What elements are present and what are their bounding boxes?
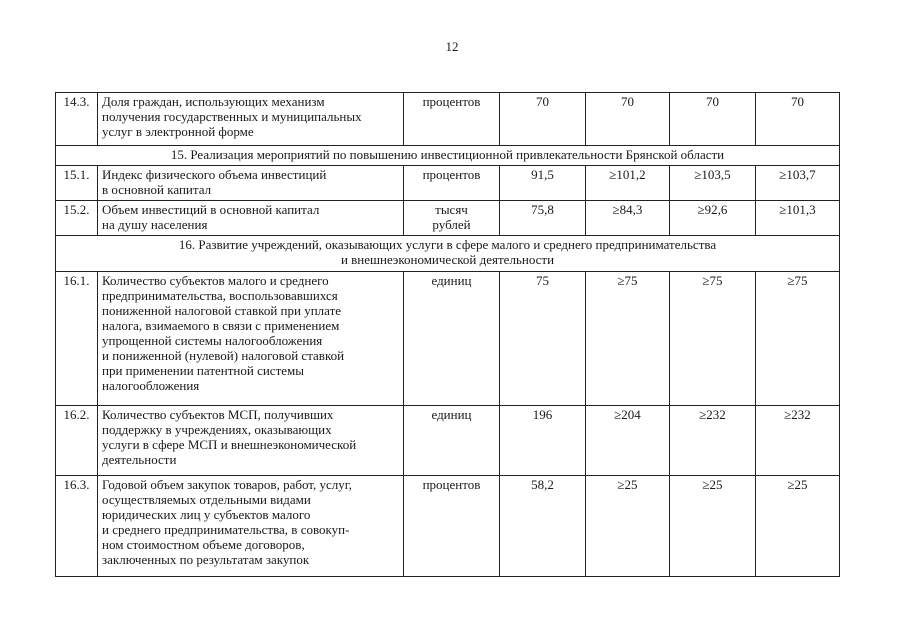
value-cell: ≥25 bbox=[670, 476, 756, 577]
value-cell: 70 bbox=[586, 93, 670, 146]
indicator-name: Годовой объем закупок товаров, работ, услуг, осуществляемых отдельными видами юридических лиц у субъектов малого и среднего предпринимательства, в совокуп- ном стоимостном объеме договоров, заключенных по результатам закупок bbox=[98, 476, 404, 577]
value-cell: ≥232 bbox=[670, 406, 756, 476]
row-number: 15.2. bbox=[56, 201, 98, 236]
value-cell: ≥92,6 bbox=[670, 201, 756, 236]
value-cell: ≥84,3 bbox=[586, 201, 670, 236]
table-row bbox=[56, 406, 840, 476]
value-cell: 70 bbox=[500, 93, 586, 146]
unit-cell: единиц bbox=[404, 272, 500, 406]
table-row bbox=[56, 93, 840, 146]
value-cell: ≥103,7 bbox=[756, 166, 840, 201]
value-cell: ≥204 bbox=[586, 406, 670, 476]
value-cell: ≥25 bbox=[756, 476, 840, 577]
indicator-name: Количество субъектов малого и среднего предпринимательства, воспользовавшихся пониженной налоговой ставкой при уплате налога, взимаемого в связи с применением упрощенной системы налогообложения и пониженной (нулевой) налоговой ставкой при применении патентной системы налогообложения bbox=[98, 272, 404, 406]
unit-cell: тысяч рублей bbox=[404, 201, 500, 236]
value-cell: ≥75 bbox=[586, 272, 670, 406]
value-cell: ≥25 bbox=[586, 476, 670, 577]
value-cell: 75 bbox=[500, 272, 586, 406]
unit-cell: процентов bbox=[404, 476, 500, 577]
value-cell: ≥75 bbox=[670, 272, 756, 406]
value-cell: 196 bbox=[500, 406, 586, 476]
row-number: 14.3. bbox=[56, 93, 98, 146]
indicator-name: Объем инвестиций в основной капитал на душу населения bbox=[98, 201, 404, 236]
row-number: 16.2. bbox=[56, 406, 98, 476]
row-number: 15.1. bbox=[56, 166, 98, 201]
section-row bbox=[56, 236, 840, 272]
value-cell: 58,2 bbox=[500, 476, 586, 577]
section-title: 15. Реализация мероприятий по повышению инвестиционной привлекательности Брянской области bbox=[56, 146, 840, 166]
value-cell: 75,8 bbox=[500, 201, 586, 236]
section-title: 16. Развитие учреждений, оказывающих услуги в сфере малого и среднего предпринимательства и внешнеэкономической деятельности bbox=[56, 236, 840, 272]
unit-cell: процентов bbox=[404, 166, 500, 201]
value-cell: ≥75 bbox=[756, 272, 840, 406]
table-row bbox=[56, 201, 840, 236]
page-number: 12 bbox=[445, 39, 459, 54]
indicator-name: Доля граждан, использующих механизм получения государственных и муниципальных услуг в электронной форме bbox=[98, 93, 404, 146]
value-cell: ≥101,3 bbox=[756, 201, 840, 236]
table-row bbox=[56, 166, 840, 201]
indicators-table bbox=[55, 92, 840, 577]
value-cell: 91,5 bbox=[500, 166, 586, 201]
row-number: 16.3. bbox=[56, 476, 98, 577]
value-cell: ≥232 bbox=[756, 406, 840, 476]
value-cell: ≥101,2 bbox=[586, 166, 670, 201]
value-cell: 70 bbox=[756, 93, 840, 146]
unit-cell: процентов bbox=[404, 93, 500, 146]
unit-cell: единиц bbox=[404, 406, 500, 476]
table-row bbox=[56, 476, 840, 577]
value-cell: ≥103,5 bbox=[670, 166, 756, 201]
value-cell: 70 bbox=[670, 93, 756, 146]
table-row bbox=[56, 272, 840, 406]
indicator-name: Количество субъектов МСП, получивших поддержку в учреждениях, оказывающих услуги в сфере МСП и внешнеэкономической деятельности bbox=[98, 406, 404, 476]
section-row bbox=[56, 146, 840, 166]
row-number: 16.1. bbox=[56, 272, 98, 406]
indicator-name: Индекс физического объема инвестиций в основной капитал bbox=[98, 166, 404, 201]
